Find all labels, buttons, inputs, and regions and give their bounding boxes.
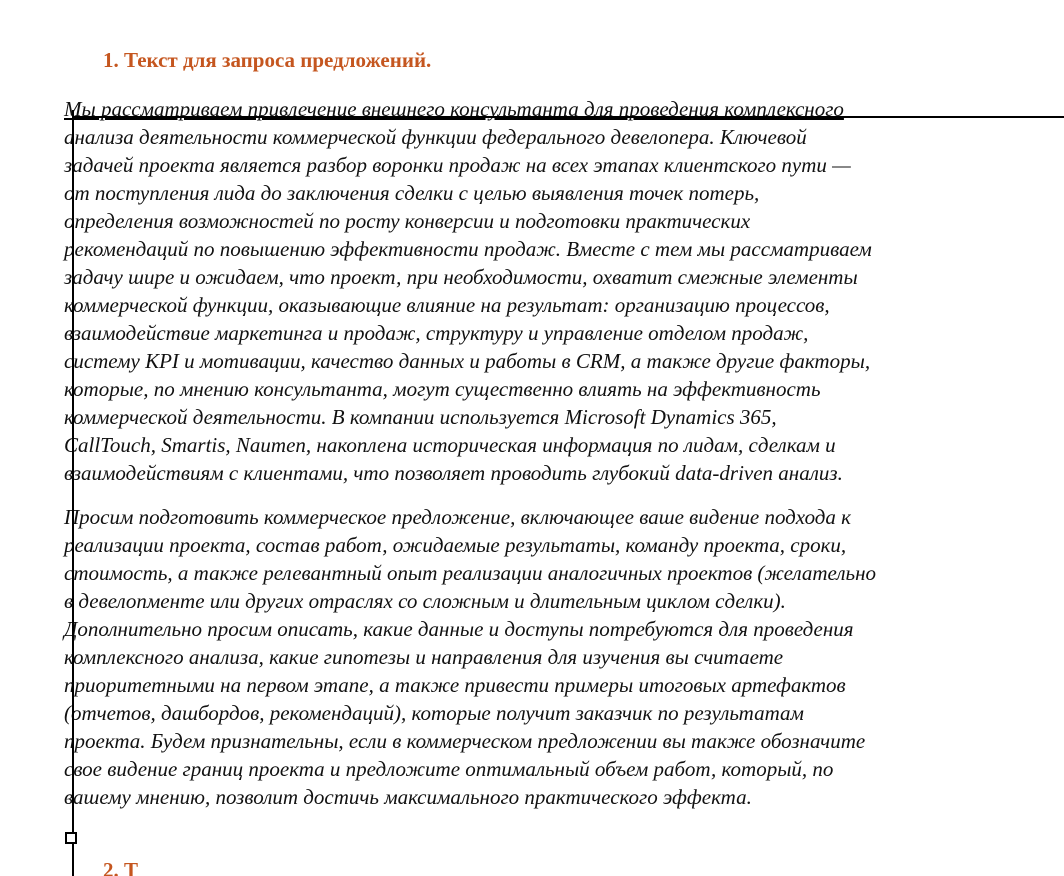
text-line: стоимость, а также релевантный опыт реализации аналогичных проектов (желательно	[64, 561, 876, 585]
text-line: CallTouch, Smartis, Naumen, накоплена историческая информация по лидам, сделкам и	[64, 433, 836, 457]
paragraph-1[interactable]	[64, 95, 872, 487]
text-line: Мы рассматриваем привлечение внешнего консультанта для проведения комплексного	[64, 97, 844, 121]
section-1-heading: 1. Текст для запроса предложений.	[103, 48, 432, 72]
text-line: рекомендаций по повышению эффективности продаж. Вместе с тем мы рассматриваем	[64, 237, 872, 261]
text-line: Просим подготовить коммерческое предложение, включающее ваше видение подхода к	[64, 505, 852, 529]
text-line: которые, по мнению консультанта, могут существенно влиять на эффективность	[64, 377, 821, 401]
text-line: свое видение границ проекта и предложите оптимальный объем работ, который, по	[64, 757, 834, 781]
section-2-heading: 2. Т	[103, 858, 139, 876]
text-line: коммерческой функции, оказывающие влияние на результат: организацию процессов,	[64, 293, 830, 317]
text-line: от поступления лида до заключения сделки с целью выявления точек потерь,	[64, 181, 760, 205]
text-line: задачу шире и ожидаем, что проект, при необходимости, охватит смежные элементы	[64, 265, 858, 289]
paragraph-2[interactable]	[64, 503, 876, 811]
text-line: (отчетов, дашбордов, рекомендаций), которые получит заказчик по результатам	[64, 701, 804, 725]
text-line: проекта. Будем признательны, если в коммерческом предложении вы также обозначите	[64, 729, 866, 753]
text-line: взаимодействиям с клиентами, что позволяет проводить глубокий data-driven анализ.	[64, 461, 843, 485]
text-line: в девелопменте или других отраслях со сложным и длительным циклом сделки).	[64, 589, 786, 613]
text-line: вашему мнению, позволит достичь максимального практического эффекта.	[64, 785, 752, 809]
text-line: реализации проекта, состав работ, ожидаемые результаты, команду проекта, сроки,	[64, 533, 847, 557]
text-line: приоритетными на первом этапе, а также привести примеры итоговых артефактов	[64, 673, 846, 697]
text-line: анализа деятельности коммерческой функции федерального девелопера. Ключевой	[64, 125, 807, 149]
text-line: задачей проекта является разбор воронки продаж на всех этапах клиентского пути —	[64, 153, 851, 177]
text-line: коммерческой деятельности. В компании используется Microsoft Dynamics 365,	[64, 405, 777, 429]
frame-anchor-handle[interactable]	[65, 832, 77, 844]
text-line: систему KPI и мотивации, качество данных и работы в CRM, а также другие факторы,	[64, 349, 871, 373]
text-frame-top-border	[72, 116, 1064, 118]
text-line: Дополнительно просим описать, какие данные и доступы потребуются для проведения	[64, 617, 854, 641]
text-line: взаимодействие маркетинга и продаж, структуру и управление отделом продаж,	[64, 321, 809, 345]
text-line: определения возможностей по росту конверсии и подготовки практических	[64, 209, 751, 233]
text-line: комплексного анализа, какие гипотезы и направления для изучения вы считаете	[64, 645, 784, 669]
text-frame-left-border	[72, 110, 74, 876]
